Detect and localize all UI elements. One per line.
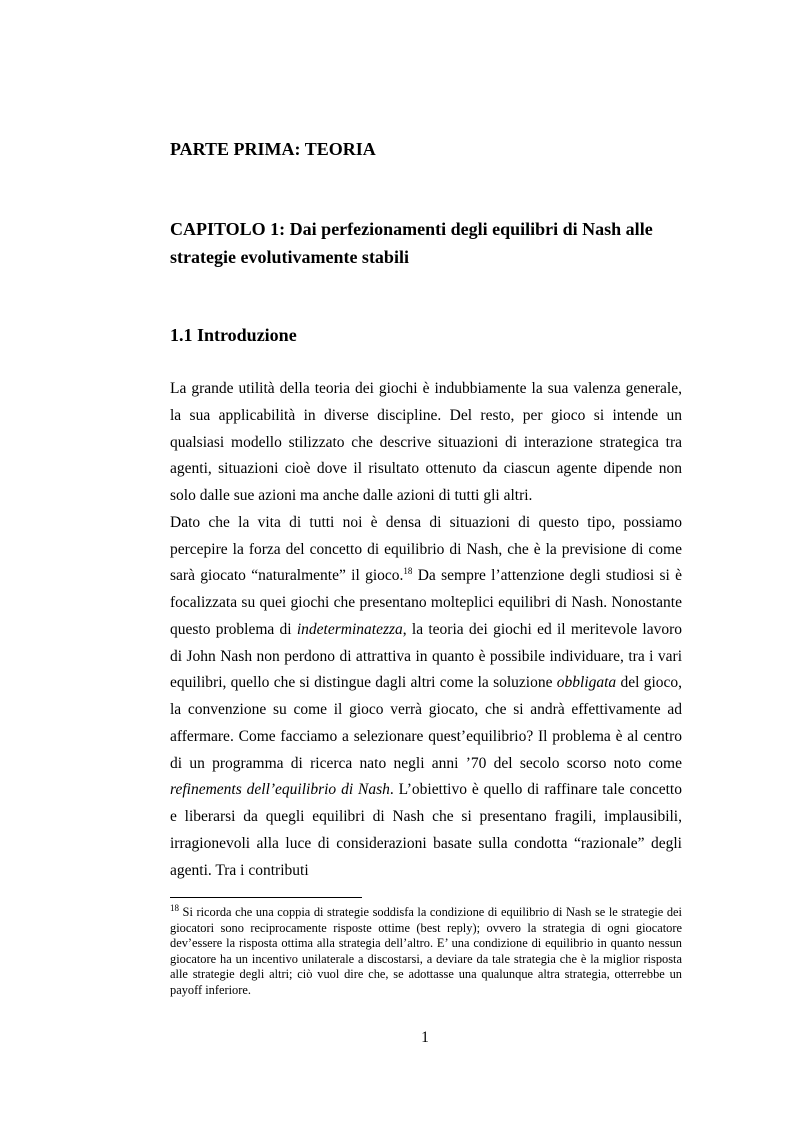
paragraph-2-text-a: Dato che la vita di tutti noi è densa di situazioni di questo tipo, possiamo percepire la forza del concetto di equilibrio di Nash, che è la previsione di come sarà giocato “naturalmente” il gioco. [170, 513, 682, 585]
part-title: PARTE PRIMA: TEORIA [170, 139, 376, 159]
footnote-reference[interactable]: 18 [403, 566, 413, 577]
footnote-number: 18 [170, 902, 179, 913]
paragraph-2 [170, 510, 682, 885]
emphasis-indeterminatezza: indeterminatezza [296, 620, 403, 638]
footnote [170, 902, 682, 998]
body-text [170, 376, 682, 884]
chapter-title: CAPITOLO 1: Dai perfezionamenti degli equilibri di Nash alle strategie evolutivamente stabili [170, 219, 653, 267]
page-number: 1 [421, 1029, 429, 1046]
emphasis-refinements: refinements dell’equilibrio di Nash [170, 781, 390, 799]
paragraph-1: La grande utilità della teoria dei giochi è indubbiamente la sua valenza generale, la sua applicabilità in diverse discipline. Del resto, per gioco si intende un qualsiasi modello stilizzato che descrive situazioni di interazione strategica tra agenti, situazioni cioè dove il risultato ottenuto da ciascun agente dipende non solo dalle sue azioni ma anche dalle azioni di tutti gli altri. [170, 380, 682, 504]
paragraph-2-text-c: , la teoria dei giochi ed il meritevole lavoro di John Nash non perdono di attrattiva in quanto è possibile individuare, tra i vari equilibri, quello che si distingue dagli altri come la soluzione [170, 620, 683, 692]
section-title: 1.1 Introduzione [170, 325, 297, 345]
footnote-text: Si ricorda che una coppia di strategie soddisfa la condizione di equilibrio di Nash se le strategie dei giocatori sono reciprocamente risposte ottime (best reply); ovvero la strategia di ogni giocatore dev’essere la risposta ottima alla strategia dell’altro. E’ una condizione di equilibrio in quanto nessun giocatore ha un incentivo unilaterale a discostarsi, a deviare da tale strategia che è la miglior risposta alle strategie degli altri; ciò vuol dire che, se adottasse una qualunque altra strategia, otterrebbe un payoff inferiore. [170, 905, 682, 997]
paragraph-2-text-e: . L’obiettivo è quello di raffinare tale concetto e liberarsi da quegli equilibri di Nash che si presentano fragili, implausibili, irragionevoli alla luce di considerazioni basate sulla condotta “razionale” degli agenti. Tra i contributi [170, 781, 682, 879]
emphasis-obbligata: obbligata [556, 674, 617, 692]
footnote-separator [170, 897, 362, 898]
footnote-paragraph [170, 902, 682, 998]
paragraph-2-text-d: del gioco, la convenzione su come il gioco verrà giocato, che si andrà effettivamente ad affermare. Come facciamo a selezionare quest’equilibrio? Il problema è al centro di un programma di ricerca nato negli anni ’70 del secolo scorso noto come [170, 674, 683, 772]
paragraph-2-text-b: Da sempre l’attenzione degli studiosi si è focalizzata su quei giochi che presentano molteplici equilibri di Nash. Nonostante questo problema di [170, 567, 682, 638]
